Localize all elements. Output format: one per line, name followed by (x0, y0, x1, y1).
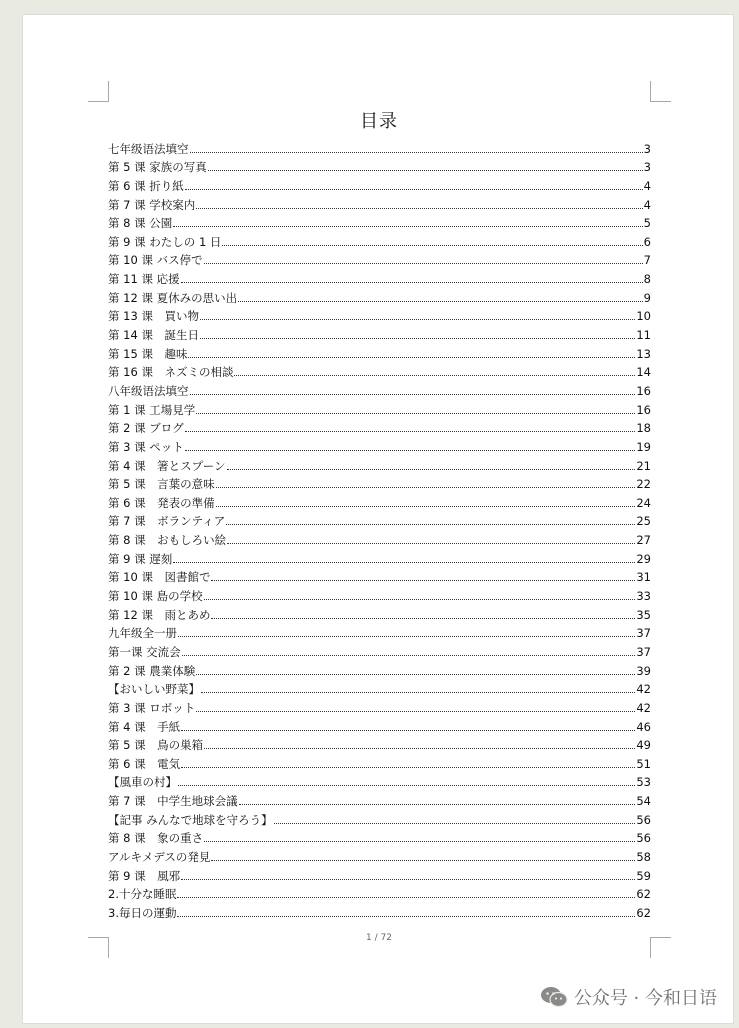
toc-entry-page-number: 58 (636, 849, 651, 864)
toc-dot-leader (204, 841, 635, 842)
toc-dot-leader (204, 599, 636, 600)
toc-entry-label: 第 14 课 誕生日 (108, 328, 199, 343)
toc-dot-leader (196, 674, 635, 675)
toc-dot-leader (216, 487, 636, 488)
toc-entry-page-number: 3 (643, 141, 651, 156)
toc-entry-label: 第 9 课 わたしの 1 日 (108, 234, 222, 249)
toc-entry[interactable] (108, 361, 651, 380)
toc-entry[interactable] (108, 473, 651, 492)
toc-entry-label: 【風車の村】 (108, 775, 177, 790)
toc-entry-label: 第 11 课 応援 (108, 272, 180, 287)
page-title: 目录 (360, 111, 398, 132)
toc-entry-label: 第 2 课 農業体験 (108, 663, 196, 678)
toc-dot-leader (196, 208, 642, 209)
toc-entry[interactable] (108, 845, 651, 864)
toc-dot-leader (239, 804, 636, 805)
toc-entry[interactable] (108, 137, 651, 156)
toc-entry[interactable] (108, 305, 651, 324)
toc-entry[interactable] (108, 864, 651, 883)
toc-entry[interactable] (108, 715, 651, 734)
toc-entry[interactable] (108, 771, 651, 790)
toc-entry[interactable] (108, 584, 651, 603)
page-indicator: 1 / 72 (366, 933, 392, 943)
toc-dot-leader (177, 897, 635, 898)
toc-entry-page-number: 53 (636, 775, 651, 790)
toc-entry-page-number: 62 (636, 905, 651, 920)
toc-entry-page-number: 56 (636, 831, 651, 846)
crop-mark-top-left (88, 81, 109, 102)
toc-entry-page-number: 19 (636, 439, 651, 454)
toc-dot-leader (216, 506, 636, 507)
toc-entry[interactable] (108, 379, 651, 398)
toc-entry[interactable] (108, 156, 651, 175)
toc-entry-label: 第 2 课 ブログ (108, 421, 184, 436)
toc-entry-page-number: 42 (636, 700, 651, 715)
toc-entry[interactable] (108, 230, 651, 249)
toc-dot-leader (181, 282, 643, 283)
toc-dot-leader (226, 524, 635, 525)
toc-entry[interactable] (108, 789, 651, 808)
toc-entry-page-number: 16 (636, 402, 651, 417)
toc-dot-leader (204, 748, 635, 749)
toc-dot-leader (200, 319, 635, 320)
toc-entry-label: 第 7 课 中学生地球会議 (108, 794, 238, 809)
toc-entry[interactable] (108, 696, 651, 715)
toc-entry-label: 第一课 交流会 (108, 644, 181, 659)
toc-entry-page-number: 56 (636, 812, 651, 827)
toc-dot-leader (227, 469, 636, 470)
toc-entry-page-number: 5 (643, 216, 651, 231)
toc-entry[interactable] (108, 528, 651, 547)
toc-dot-leader (181, 767, 635, 768)
toc-entry[interactable] (108, 249, 651, 268)
toc-dot-leader (178, 785, 635, 786)
toc-dot-leader (188, 357, 635, 358)
toc-entry[interactable] (108, 267, 651, 286)
toc-entry-label: 【おいしい野菜】 (108, 682, 200, 697)
toc-entry-label: 第 12 课 夏休みの思い出 (108, 290, 238, 305)
toc-entry-label: 第 1 课 工場見学 (108, 402, 196, 417)
toc-entry-label: 第 9 课 風邪 (108, 868, 181, 883)
toc-entry-label: 第 10 课 島の学校 (108, 589, 203, 604)
toc-entry-page-number: 51 (636, 756, 651, 771)
toc-entry-page-number: 27 (636, 533, 651, 548)
toc-entry[interactable] (108, 174, 651, 193)
toc-entry-label: 【記事 みんなで地球を守ろう】 (108, 812, 273, 827)
toc-dot-leader (227, 543, 635, 544)
toc-dot-leader (204, 263, 643, 264)
toc-entry-page-number: 7 (643, 253, 651, 268)
toc-entry[interactable] (108, 193, 651, 212)
toc-dot-leader (173, 562, 635, 563)
toc-entry-page-number: 22 (636, 477, 651, 492)
document-page (22, 14, 734, 1024)
toc-entry[interactable] (108, 510, 651, 529)
toc-entry-label: 第 13 课 買い物 (108, 309, 199, 324)
toc-entry[interactable] (108, 734, 651, 753)
toc-entry-label: 第 7 课 学校案内 (108, 197, 196, 212)
toc-entry-page-number: 25 (636, 514, 651, 529)
toc-entry[interactable] (108, 398, 651, 417)
toc-entry-page-number: 8 (643, 272, 651, 287)
toc-entry-page-number: 39 (636, 663, 651, 678)
toc-dot-leader (181, 879, 635, 880)
toc-entry-label: 第 8 课 公園 (108, 216, 173, 231)
toc-entry-label: 第 3 课 ペット (108, 439, 184, 454)
toc-entry-label: 第 6 课 折り紙 (108, 178, 184, 193)
toc-dot-leader (208, 170, 643, 171)
toc-dot-leader (190, 394, 636, 395)
toc-dot-leader (178, 636, 635, 637)
toc-entry-label: 第 3 课 ロボット (108, 700, 196, 715)
toc-entry-label: 第 10 课 図書館で (108, 570, 211, 585)
toc-entry-page-number: 6 (643, 234, 651, 249)
toc-dot-leader (181, 730, 635, 731)
toc-entry-label: 第 8 课 象の重さ (108, 831, 204, 846)
toc-entry-page-number: 14 (636, 365, 651, 380)
toc-dot-leader (196, 711, 635, 712)
toc-dot-leader (200, 338, 635, 339)
toc-entry[interactable] (108, 622, 651, 641)
toc-entry-label: 第 9 课 遅刻 (108, 551, 173, 566)
toc-entry[interactable] (108, 678, 651, 697)
toc-entry-page-number: 29 (636, 551, 651, 566)
toc-entry-label: 第 5 课 家族の写真 (108, 160, 207, 175)
wechat-icon (540, 986, 568, 1008)
toc-entry-page-number: 24 (636, 495, 651, 510)
toc-entry[interactable] (108, 808, 651, 827)
toc-entry[interactable] (108, 323, 651, 342)
toc-entry[interactable] (108, 454, 651, 473)
toc-entry-label: 第 5 课 鳥の巣箱 (108, 738, 204, 753)
toc-entry[interactable] (108, 603, 651, 622)
toc-entry-label: 第 15 课 趣味 (108, 346, 188, 361)
toc-dot-leader (185, 431, 636, 432)
toc-entry-page-number: 11 (636, 328, 651, 343)
toc-entry[interactable] (108, 752, 651, 771)
toc-entry[interactable] (108, 901, 651, 920)
toc-entry-label: 第 6 课 発表の準備 (108, 495, 215, 510)
toc-entry-page-number: 21 (636, 458, 651, 473)
toc-dot-leader (274, 823, 636, 824)
toc-entry[interactable] (108, 566, 651, 585)
toc-entry-page-number: 49 (636, 738, 651, 753)
toc-entry-label: 2.十分な睡眠 (108, 887, 177, 902)
crop-mark-top-right (650, 81, 671, 102)
watermark (540, 984, 717, 1010)
toc-entry-page-number: 13 (636, 346, 651, 361)
toc-dot-leader (234, 375, 635, 376)
toc-dot-leader (211, 618, 635, 619)
toc-entry-page-number: 31 (636, 570, 651, 585)
toc-entry-page-number: 54 (636, 794, 651, 809)
toc-entry[interactable] (108, 435, 651, 454)
toc-entry-label: アルキメデスの発見 (108, 849, 211, 864)
toc-entry[interactable] (108, 286, 651, 305)
toc-dot-leader (177, 916, 635, 917)
table-of-contents (108, 137, 651, 920)
toc-entry[interactable] (108, 640, 651, 659)
toc-entry[interactable] (108, 212, 651, 231)
toc-dot-leader (211, 580, 635, 581)
toc-entry-page-number: 35 (636, 607, 651, 622)
toc-entry-label: 第 4 课 箸とスプーン (108, 458, 226, 473)
toc-dot-leader (211, 860, 635, 861)
toc-entry-page-number: 18 (636, 421, 651, 436)
toc-entry-page-number: 3 (643, 160, 651, 175)
toc-entry-label: 第 6 课 電気 (108, 756, 181, 771)
toc-entry-label: 第 10 课 バス停で (108, 253, 203, 268)
toc-entry[interactable] (108, 883, 651, 902)
toc-entry[interactable] (108, 547, 651, 566)
toc-entry-label: 第 16 课 ネズミの相談 (108, 365, 234, 380)
toc-entry-page-number: 4 (643, 197, 651, 212)
toc-entry[interactable] (108, 659, 651, 678)
toc-entry-page-number: 62 (636, 887, 651, 902)
toc-entry-page-number: 10 (636, 309, 651, 324)
toc-entry-label: 七年级语法填空 (108, 141, 189, 156)
toc-entry-label: 第 12 课 雨とあめ (108, 607, 211, 622)
toc-entry-label: 第 4 课 手紙 (108, 719, 181, 734)
toc-entry-label: 第 8 课 おもしろい絵 (108, 533, 227, 548)
toc-dot-leader (185, 189, 643, 190)
toc-dot-leader (196, 413, 635, 414)
toc-dot-leader (222, 245, 642, 246)
toc-entry-page-number: 46 (636, 719, 651, 734)
toc-dot-leader (238, 301, 643, 302)
toc-entry-page-number: 16 (636, 383, 651, 398)
toc-entry-page-number: 59 (636, 868, 651, 883)
toc-entry-label: 八年级语法填空 (108, 383, 189, 398)
toc-entry-page-number: 37 (636, 644, 651, 659)
toc-dot-leader (201, 692, 635, 693)
toc-entry[interactable] (108, 417, 651, 436)
watermark-text: 公众号 · 今和日语 (573, 988, 717, 1009)
toc-dot-leader (182, 655, 636, 656)
toc-entry[interactable] (108, 827, 651, 846)
toc-entry-label: 第 7 课 ボランティア (108, 514, 226, 529)
toc-entry-label: 3.毎日の運動 (108, 905, 177, 920)
toc-entry-label: 第 5 课 言葉の意味 (108, 477, 215, 492)
toc-entry[interactable] (108, 342, 651, 361)
toc-entry-page-number: 42 (636, 682, 651, 697)
toc-entry-page-number: 37 (636, 626, 651, 641)
toc-dot-leader (173, 226, 642, 227)
toc-entry-page-number: 4 (643, 178, 651, 193)
toc-dot-leader (190, 152, 643, 153)
toc-entry[interactable] (108, 491, 651, 510)
toc-entry-page-number: 9 (643, 290, 651, 305)
toc-entry-label: 九年级全一册 (108, 626, 177, 641)
toc-dot-leader (185, 450, 636, 451)
toc-entry-page-number: 33 (636, 589, 651, 604)
